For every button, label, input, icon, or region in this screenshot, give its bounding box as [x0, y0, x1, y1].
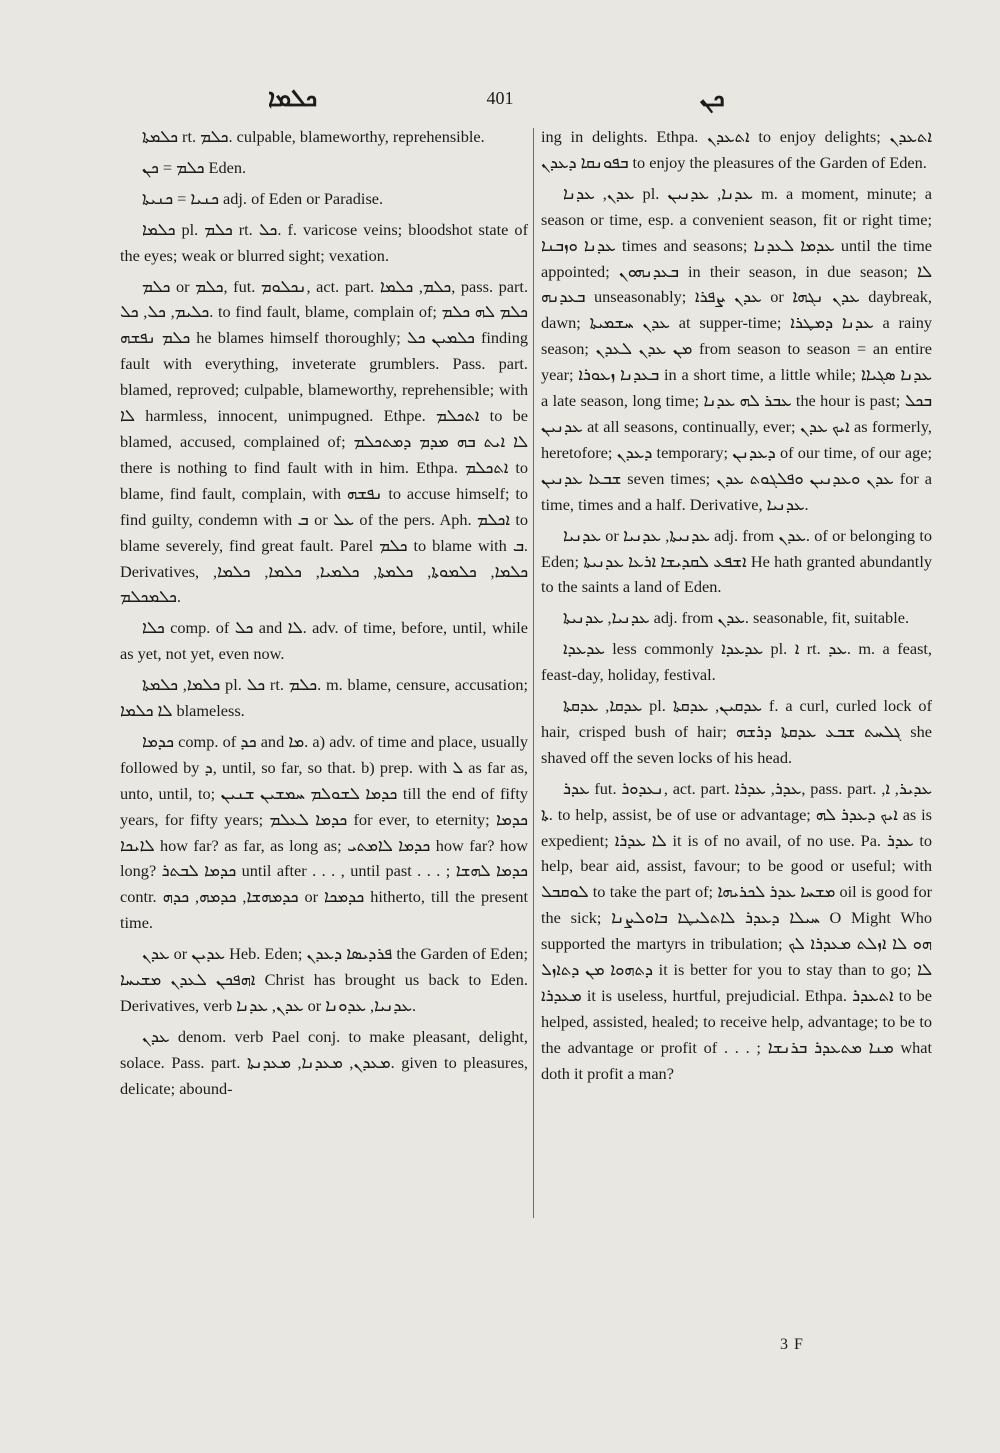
dictionary-entry: ܟܕܡܐ comp. of ܟܕ and ܡܐ. a) adv. of time and place, usually followed by ܕ, until, so far, so that. b) prep. with ܠ as far as, unto, until, to; ܟܕܡܐ ܠܫܘܠܡ ܚܡܫܝܢ ܫܢܝܢ till the end of fifty years, for fifty years; ܟܕܡܐ ܠܥܠܡ for ever, to eternity; ܟܕܡܐ ܠܐܝܟܐ how far? as far, as long as; ܟܕܡܐ ܠܐܡܬܝ how far? how long? ܟܕܡܐ ܠܒܬܪ until after . . . , until past . . . ; ܟܕܡܐ ܠܗܫܐ contr. ܟܕܡܗܫܐ, ܟܕܡܗ, ܟܕܗ or ܟܕܡܟܐ hitherto, till the present time.: [120, 731, 529, 933]
dictionary-entry: ܥܕܢ or ܥܕܝܢ Heb. Eden; ܦܪܕܝܣܐ ܕܥܕܢ the Garden of Eden; ܐܗܦܟܢ ܠܥܕܢ ܡܫܝܚܐ Christ has brought us back to Eden. Derivatives, verb ܥܕܢ, ܥܕܢܐ or ܥܕܢܝܐ, ܥܕܘܢܐ.: [120, 944, 529, 1015]
dictionary-entry: ܟܠܡܐ pl. ܟܠܡ rt. ܟܠ. f. varicose veins; bloodshot state of the eyes; weak or blurred sight; vexation.: [120, 219, 528, 265]
dictionary-entry: ܥܕܢ denom. verb Pael conj. to make pleasant, delight, solace. Pass. part. ܡܥܕܢ, ܡܥܕܢܐ, ܡܥܕܢܬܐ. given to pleasures, delicate; abound-: [120, 1026, 528, 1098]
dictionary-entry: ܥܕܩܐ, ܥܕܩܬܐ pl. ܥܕܩܝܢ, ܥܕܩܬܐ f. a curl, curled lock of hair, crisped bush of hair; ܓܠܚܬ ܫܒܥ ܥܕܩܬܐ ܕܪܫܗ she shaved off the seven locks of his head.: [541, 696, 932, 767]
dictionary-entry: ܟܠܡܐ, ܟܠܡܬܐ pl. ܟܠ rt. ܟܠܡ. m. blame, censure, accusation; ܠܐ ܟܠܡܐ blameless.: [120, 675, 528, 721]
dictionary-entry: ܥܕܢܝܐ, ܥܕܢܝܬܐ adj. from ܥܕܢ. seasonable, fit, suitable.: [563, 608, 910, 628]
dictionary-entry: ܟܠܡ or ܟܠܡ, fut. ܢܟܠܘܡ, act. part. ܟܠܡ, ܟܠܡܐ, pass. part. ܟܠܝܡ, ܟܠ, ܟܠ. to find fault, blame, complain of; ܟܠܡ ܠܗ ܟܠܡ ܟܠܡ ܢܦܫܗ he blames himself thoroughly; ܟܠܡܝܢ ܟܠ finding fault with everything, inveterate grumblers. Pass. part. blamed, reproved; culpable, blameworthy, reprehensible; with ܠܐ harmless, innocent, unimpugned. Ethpe. ܐܬܟܠܡ to be blamed, accused, complained of; ܠܐ ܐܝܬ ܒܗ ܡܕܡ ܕܡܬܟܠܡ there is nothing to find fault with in him. Ethpa. ܐܬܟܠܡ to blame, find fault, complain, with ܢܦܫܗ to accuse himself; to find guilty, condemn with ܒ or ܥܠ of the pers. Aph. ܐܟܠܡ to blame severely, find great fault. Parel ܟܠܡ to blame with ܒ. Derivatives, ܟܠܡܐ, ܟܠܡܘܬܐ, ܟܠܡܬܐ, ܟܠܡܝܐ, ܟܠܡܐ, ܟܠܡܐ, ܟܠܡܟܠܡ.: [120, 276, 529, 607]
dictionary-entry: ܥܕܪ fut. ܢܥܕܘܪ, act. part. ܥܕܪ, ܥܕܪܐ, pass. part. ܥܕܝܪ, ܐ, ܬܐ. to help, assist, be of use or advantage; ܐܝܟ ܕܥܕܪ ܠܗ as is expedient; ܠܐ ܥܕܪܐ it is of no avail, of no use. Pa. ܥܕܪ to help, bear aid, assist, favour; to be good or useful; with ܠܘܩܒܠ to take the part of; ܡܫܚܐ ܥܕܪ ܠܟܪܝܗܐ oil is good for the sick; ܚܝܠܐ ܕܥܕܪ ܠܐܬܠܝܛܐ ܒܐܘܠܨܢܐ O Might Who supported the martyrs in tribulation; ܗܘ ܠܐ ܐܙܠܬ ܡܥܕܪܐ ܠܟ ܕܬܗܘܐ ܡܢ ܕܬܐܙܠ it is better for you to stay than to go; ܠܐ ܡܥܕܪܐ it is useless, hurtful, prejudicial. Ethpa. ܐܬܥܕܪ to be helped, assisted, healed; to receive help, advantage; to be to the advantage or profit of . . . ; ܡܢܐ ܡܬܥܕܪ ܒܪܢܫܐ what doth it profit a man?: [541, 778, 933, 1083]
dictionary-entry: ܟܠܐ comp. of ܟܠ and ܠܐ. adv. of time, before, until, while as yet, not yet, even now.: [120, 618, 529, 664]
column-divider: [533, 128, 534, 1218]
dictionary-entry: ܟܢܝܐ = ܟܢܝܬܐ adj. of Eden or Paradise.: [142, 188, 384, 208]
running-head-left: ܟܠܡܐ: [268, 86, 318, 112]
dictionary-entry: ܥܕܥܕܐ less commonly ܥܕܥܕܐ pl. ܐ rt. ܥܕ. m. a feast, feast-day, holiday, festival.: [541, 639, 932, 685]
page-header: [0, 86, 1000, 116]
left-column: [120, 124, 528, 1107]
dictionary-entry-continued: ing in delights. Ethpa. ܐܬܥܕܢ to enjoy delights; ܐܬܥܕܢ ܒܦܘܢܩܐ ܕܥܕܢ to enjoy the pleasures of the Garden of Eden.: [541, 127, 932, 172]
page-number: 401: [486, 88, 514, 108]
dictionary-entry: ܥܕܢ, ܥܕܢܐ pl. ܥܕܢܐ, ܥܕܢܝܢ m. a moment, minute; a season or time, esp. a convenient season, fit or right time; ܥܕܢܐ ܘܙܒܢܐ times and seasons; ܥܕܡܐ ܠܥܕܢܐ until the time appointed; ܒܥܕܢܗܘܢ in their season, in due season; ܠܐ ܒܥܕܢܗ unseasonably; ܥܕܢ ܨܦܪܐ or ܥܕܢ ܢܓܗܐ daybreak, dawn; ܥܕܢ ܚܫܡܝܬܐ at supper-time; ܥܕܢܐ ܕܡܛܪܐ a rainy season; ܡܢ ܥܕܢ ܠܥܕܢ from season to season = an entire year; ܒܥܕܢܐ ܙܥܘܪܐ in a short time, a little while; ܥܕܢܐ ܣܓܝܐܐ a late season, long time; ܥܒܪ ܠܗ ܥܕܢܐ the hour is past; ܒܟܠ ܥܕܢܝܢ at all seasons, continually, ever; ܐܝܟ ܥܕܢ as formerly, heretofore; ܕܥܕܢ temporary; ܕܥܕܢܢ of our time, of our age; ܫܒܥܐ ܥܕܢܝܢ seven times; ܥܕܢ ܘܥܕܢܝܢ ܘܦܠܓܘܬ ܥܕܢ for a time, times and a half. Derivative, ܥܕܢܝܐ.: [541, 183, 933, 514]
right-column: [541, 124, 932, 1092]
running-head-right: ܟܢ: [700, 86, 725, 112]
dictionary-entry: ܟܠܡܬܐ rt. ܟܠܡ. culpable, blameworthy, reprehensible.: [142, 127, 485, 146]
dictionary-entry: ܟܠܡ = ܟܢ Eden.: [142, 157, 247, 177]
signature-mark: 3 F: [780, 1336, 804, 1353]
dictionary-entry: ܥܕܢܝܐ or ܥܕܢܝܬܐ, ܥܕܢܝܐ adj. from ܥܕܢ. of or belonging to Eden; ܐܫܦܥ ܠܩܕܝܫܐ ܐܪܥܐ ܥܕܢܝܬܐ He hath granted abundantly to the saints a land of Eden.: [541, 525, 933, 597]
